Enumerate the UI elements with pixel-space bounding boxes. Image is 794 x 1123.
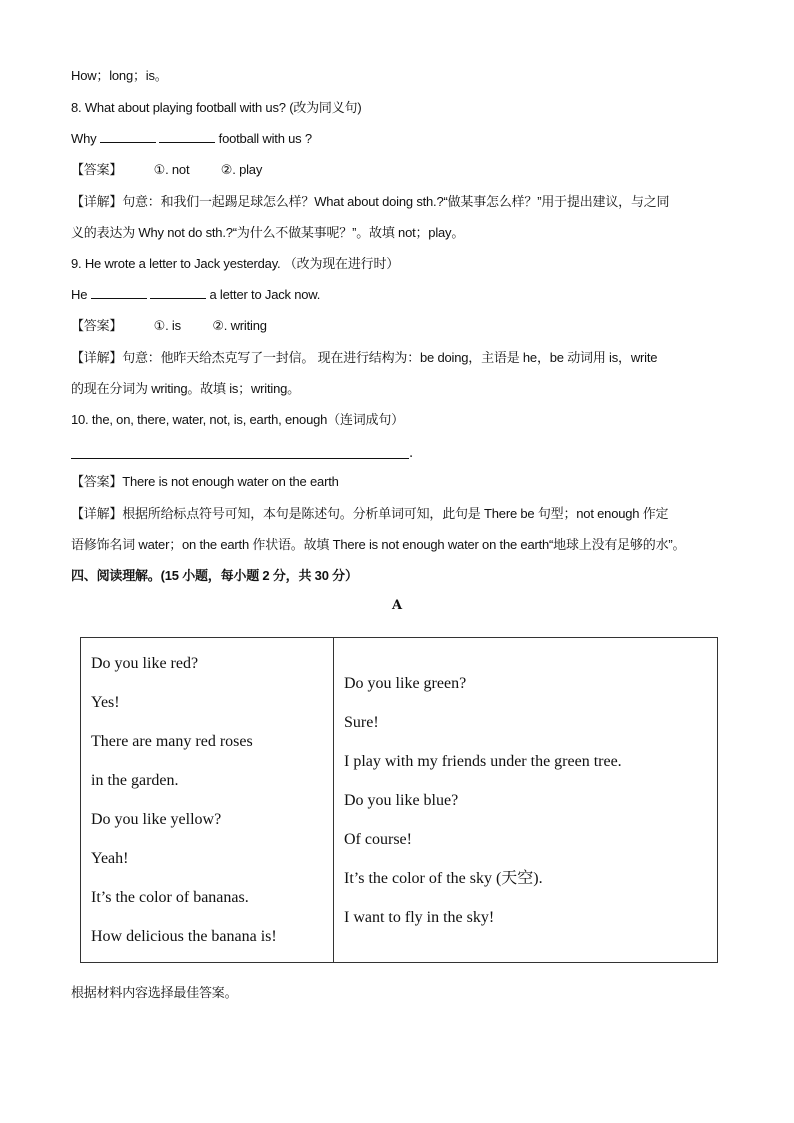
answer-label: 【答案】 — [71, 162, 123, 177]
passage-title: A — [391, 598, 403, 613]
question-9-blanks — [71, 285, 320, 305]
question-10: 10. the, on, there, water, not, is, earth, enough（连词成句） — [71, 412, 404, 427]
question-9: 9. He wrote a letter to Jack yesterday. （改为现在进行时） — [71, 256, 400, 271]
reading-line: It’s the color of the sky (天空). — [344, 869, 543, 887]
explanation-9-line-1: 【详解】句意：他昨天给杰克写了一封信。 现在进行结构为：be doing，主语是 he，be 动词用 is，write — [71, 350, 658, 365]
explanation-9-line-2: 的现在分词为 writing。故填 is；writing。 — [71, 381, 300, 396]
answer-underline — [71, 458, 409, 459]
answer-9-item-1: ①. is — [153, 318, 181, 333]
question-8-prefix: Why — [71, 131, 97, 146]
question-8-suffix: football with us ? — [218, 131, 312, 146]
reading-line: in the garden. — [91, 772, 179, 789]
underline-period: . — [409, 446, 414, 461]
reading-line: Do you like red? — [91, 655, 199, 672]
reading-line: Do you like yellow? — [91, 811, 222, 828]
question-9-suffix: a letter to Jack now. — [209, 287, 321, 302]
reading-line: Yes! — [91, 694, 120, 711]
reading-left-cell — [81, 638, 334, 963]
blank-1 — [91, 286, 147, 299]
question-9-prefix: He — [71, 287, 88, 302]
reading-line: I play with my friends under the green tree. — [344, 752, 622, 770]
explanation-10-line-2: 语修饰名词 water；on the earth 作状语。故填 There is not enough water on the earth“地球上没有足够的水”。 — [71, 537, 686, 552]
reading-line: I want to fly in the sky! — [344, 908, 495, 926]
reading-line: It’s the color of bananas. — [91, 889, 249, 906]
blank-1 — [100, 130, 156, 143]
reading-table — [80, 637, 718, 963]
reading-line: Do you like blue? — [344, 791, 459, 809]
reading-line: Of course! — [344, 830, 412, 848]
question-8-blanks — [71, 129, 312, 149]
reading-line: Sure! — [344, 713, 379, 731]
reading-line: Do you like green? — [344, 674, 467, 692]
reading-line: There are many red roses — [91, 733, 253, 750]
answer-label: 【答案】 — [71, 318, 123, 333]
explanation-10-line-1: 【详解】根据所给标点符号可知，本句是陈述句。分析单词可知，此句是 There be 句型；not enough 作定 — [71, 506, 669, 521]
blank-2 — [159, 130, 215, 143]
answer-9 — [71, 316, 267, 336]
answer-10: 【答案】There is not enough water on the earth — [71, 474, 339, 489]
answer-line-7: How；long；is。 — [71, 68, 168, 83]
instruction-line: 根据材料内容选择最佳答案。 — [71, 985, 238, 1000]
reading-line: How delicious the banana is! — [91, 928, 277, 945]
blank-2 — [150, 286, 206, 299]
answer-8-item-1: ①. not — [153, 162, 190, 177]
explanation-8-line-1: 【详解】句意：和我们一起踢足球怎么样？What about doing sth.?“做某事怎么样？”用于提出建议，与之同 — [71, 194, 670, 209]
answer-9-item-2: ②. writing — [212, 318, 267, 333]
answer-8 — [71, 160, 262, 180]
explanation-8-line-2: 义的表达为 Why not do sth.?“为什么不做某事呢？”。故填 not；play。 — [71, 225, 465, 240]
reading-right-cell — [334, 638, 718, 963]
reading-line: Yeah! — [91, 850, 129, 867]
answer-8-item-2: ②. play — [220, 162, 263, 177]
question-8: 8. What about playing football with us? (改为同义句) — [71, 100, 362, 115]
section-heading: 四、阅读理解。(15 小题，每小题 2 分，共 30 分） — [71, 568, 358, 583]
